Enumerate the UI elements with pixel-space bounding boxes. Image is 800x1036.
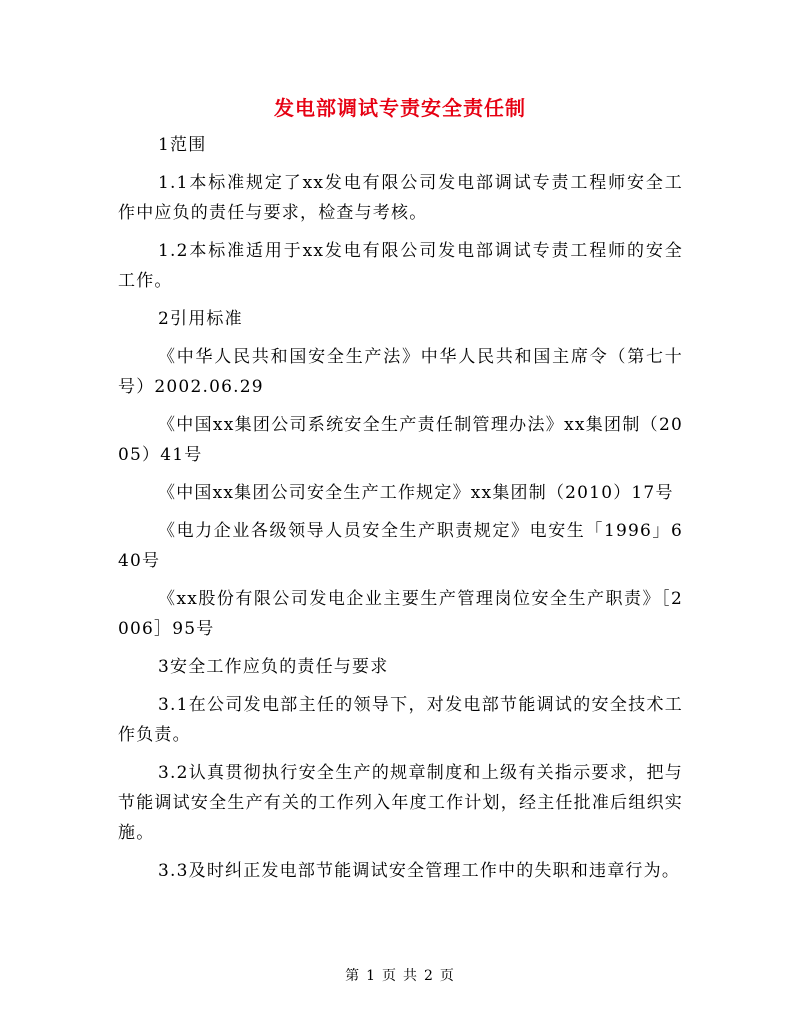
page-footer [0,966,800,986]
footer-current-page: 1 [366,968,376,984]
paragraph-3-2: 3.2认真贯彻执行安全生产的规章制度和上级有关指示要求，把与节能调试安全生产有关的工作列入年度工作计划，经主任批准后组织实施。 [118,763,683,843]
footer-label-page-unit: 页 [382,968,397,984]
footer-label-total: 共 [403,968,418,984]
paragraph-reference-1: 《中华人民共和国安全生产法》中华人民共和国主席令（第七十号）2002.06.29 [118,347,683,397]
paragraph-section-2-heading: 2引用标准 [158,309,243,329]
paragraph-reference-4: 《电力企业各级领导人员安全生产职责规定》电安生「1996」640号 [118,521,683,571]
footer-total-pages: 2 [424,968,434,984]
footer-label-total-unit: 页 [439,968,455,984]
paragraph-reference-5: 《xx股份有限公司发电企业主要生产管理岗位安全生产职责》［2006］95号 [118,589,683,639]
paragraph-1-2: 1.2本标准适用于xx发电有限公司发电部调试专责工程师的安全工作。 [118,241,683,291]
paragraph-1-1: 1.1本标准规定了xx发电有限公司发电部调试专责工程师安全工作中应负的责任与要求，检查与考核。 [118,173,683,223]
paragraph-reference-3: 《中国xx集团公司安全生产工作规定》xx集团制（2010）17号 [158,483,674,503]
paragraph-3-1: 3.1在公司发电部主任的领导下，对发电部节能调试的安全技术工作负责。 [118,695,683,745]
document-title: 发电部调试专责安全责任制 [274,96,526,120]
paragraph-3-3: 3.3及时纠正发电部节能调试安全管理工作中的失职和违章行为。 [158,861,681,881]
paragraph-section-1-heading: 1范围 [158,135,207,155]
footer-label-page: 第 [345,968,361,984]
document-body [118,130,683,894]
paragraph-section-3-heading: 3安全工作应负的责任与要求 [158,657,389,677]
paragraph-reference-2: 《中国xx集团公司系统安全生产责任制管理办法》xx集团制（2005）41号 [118,415,683,465]
